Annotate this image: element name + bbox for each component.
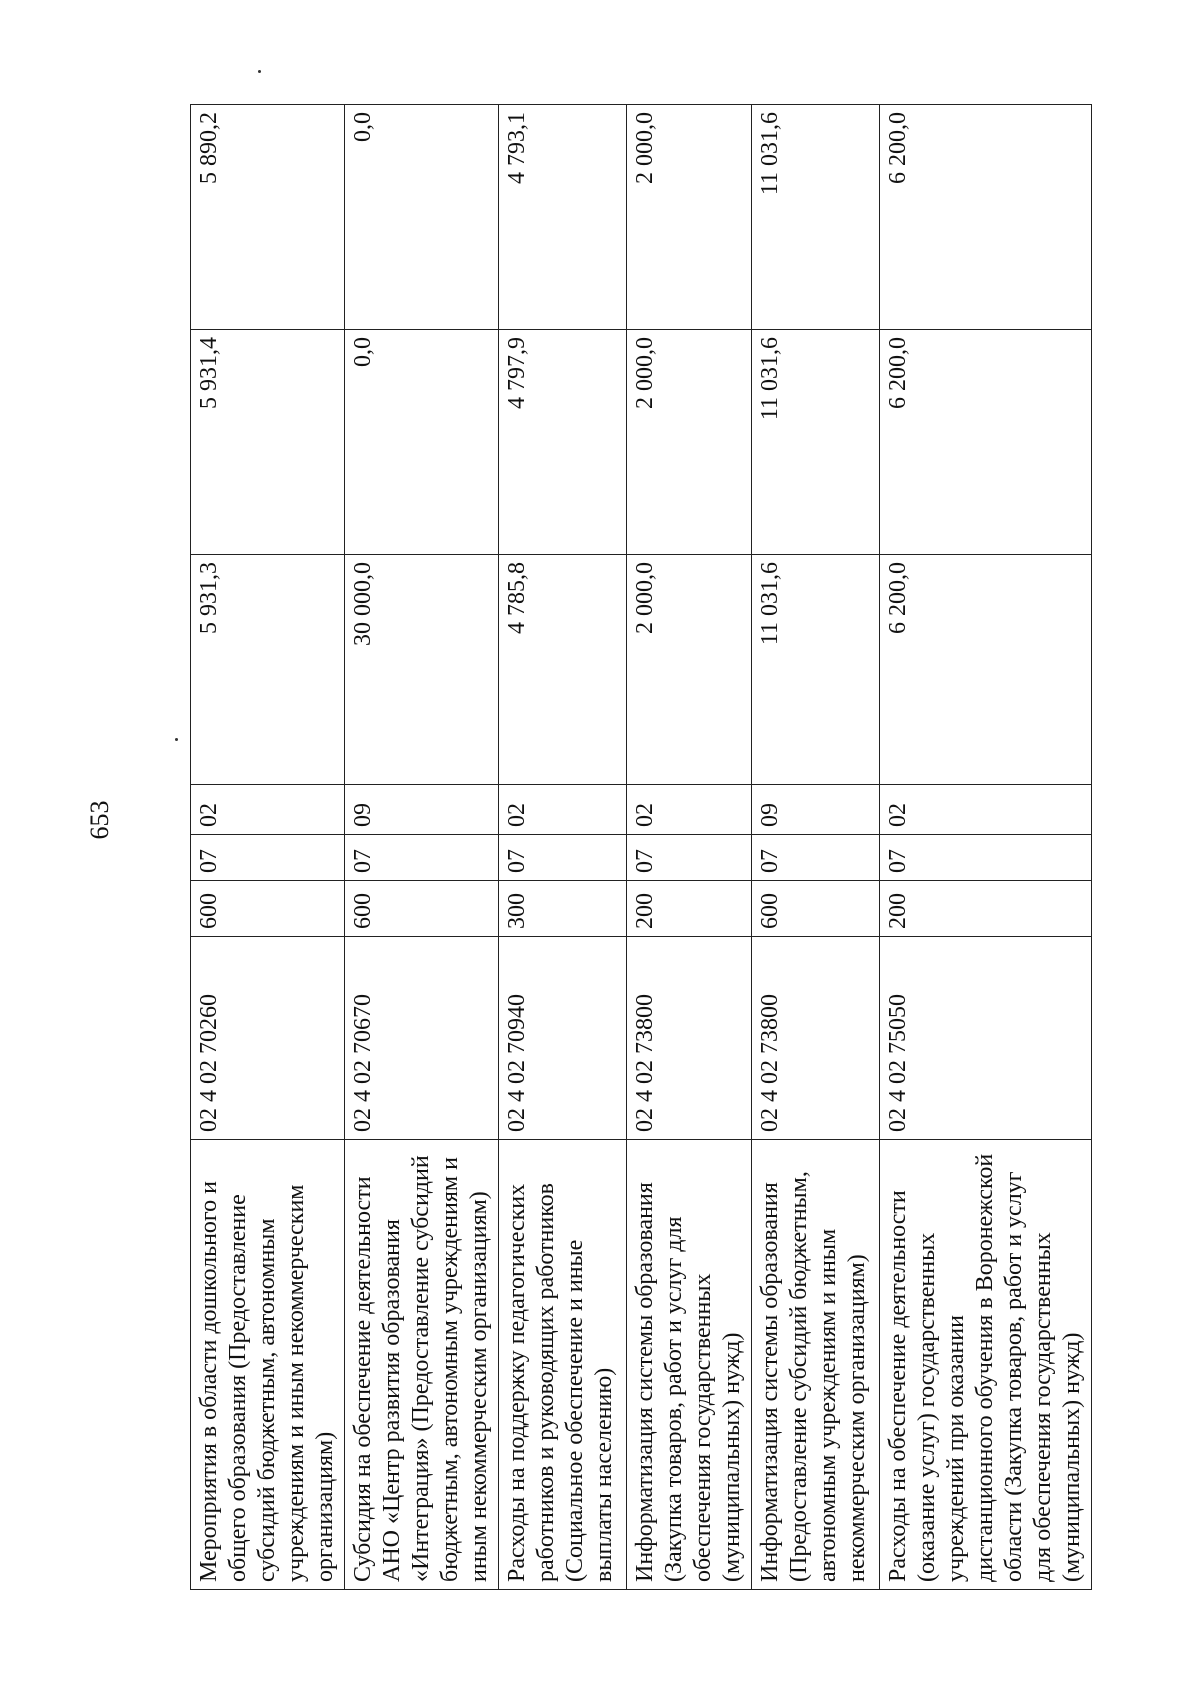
row-subsection: 09: [345, 785, 499, 835]
row-amount-year-3: 0,0: [345, 105, 499, 330]
row-target-code: 02 4 02 75050: [880, 937, 1092, 1140]
row-target-code: 02 4 02 73800: [752, 937, 880, 1140]
row-subsection: 02: [191, 785, 345, 835]
page-number: 653: [85, 800, 114, 840]
row-amount-year-2: 5 931,4: [191, 330, 345, 555]
row-amount-year-2: 6 200,0: [880, 330, 1092, 555]
row-target-code: 02 4 02 70670: [345, 937, 499, 1140]
row-amount-year-2: 11 031,6: [752, 330, 880, 555]
row-subsection: 02: [880, 785, 1092, 835]
row-amount-year-1: 30 000,0: [345, 555, 499, 785]
budget-table-rotated: [190, 105, 1090, 1590]
row-expense-type: 300: [499, 881, 627, 937]
row-description: Расходы на поддержку педагогических работников и руководящих работников (Социальное обеспечение и иные выплаты населению): [499, 1140, 627, 1590]
row-amount-year-2: 0,0: [345, 330, 499, 555]
row-amount-year-3: 2 000,0: [627, 105, 752, 330]
table-row: [191, 105, 345, 1590]
row-amount-year-3: 4 793,1: [499, 105, 627, 330]
table-row: [499, 105, 627, 1590]
row-description: Расходы на обеспечение деятельности (оказание услуг) государственных учреждений при оказании дистанционного обучения в Воронежской области (Закупка товаров, работ и услуг для обеспечения государственных (муниципальных) нужд): [880, 1140, 1092, 1590]
scan-speck: [175, 738, 178, 741]
table-row: [752, 105, 880, 1590]
row-expense-type: 200: [880, 881, 1092, 937]
row-section: 07: [880, 835, 1092, 881]
budget-table: [190, 104, 1092, 1590]
scan-speck: [258, 70, 261, 73]
row-expense-type: 200: [627, 881, 752, 937]
row-description: Информатизация системы образования (Закупка товаров, работ и услуг для обеспечения государственных (муниципальных) нужд): [627, 1140, 752, 1590]
row-description: Мероприятия в области дошкольного и общего образования (Предоставление субсидий бюджетным, автономным учреждениям и иным некоммерческим организациям): [191, 1140, 345, 1590]
row-amount-year-1: 4 785,8: [499, 555, 627, 785]
row-section: 07: [345, 835, 499, 881]
row-amount-year-3: 11 031,6: [752, 105, 880, 330]
row-subsection: 02: [499, 785, 627, 835]
row-target-code: 02 4 02 70940: [499, 937, 627, 1140]
row-section: 07: [627, 835, 752, 881]
row-section: 07: [191, 835, 345, 881]
row-amount-year-1: 2 000,0: [627, 555, 752, 785]
row-description: Информатизация системы образования (Предоставление субсидий бюджетным, автономным учреждениям и иным некоммерческим организациям): [752, 1140, 880, 1590]
row-amount-year-2: 4 797,9: [499, 330, 627, 555]
row-subsection: 09: [752, 785, 880, 835]
row-amount-year-3: 6 200,0: [880, 105, 1092, 330]
row-amount-year-2: 2 000,0: [627, 330, 752, 555]
row-target-code: 02 4 02 70260: [191, 937, 345, 1140]
row-expense-type: 600: [752, 881, 880, 937]
row-subsection: 02: [627, 785, 752, 835]
row-amount-year-1: 5 931,3: [191, 555, 345, 785]
row-section: 07: [752, 835, 880, 881]
table-row: [880, 105, 1092, 1590]
table-row: [345, 105, 499, 1590]
row-amount-year-1: 6 200,0: [880, 555, 1092, 785]
row-amount-year-1: 11 031,6: [752, 555, 880, 785]
row-section: 07: [499, 835, 627, 881]
table-row: [627, 105, 752, 1590]
row-target-code: 02 4 02 73800: [627, 937, 752, 1140]
row-expense-type: 600: [345, 881, 499, 937]
row-expense-type: 600: [191, 881, 345, 937]
row-description: Субсидия на обеспечение деятельности АНО «Центр развития образования «Интеграция» (Предоставление субсидий бюджетным, автономным учреждениям и иным некоммерческим организациям): [345, 1140, 499, 1590]
row-amount-year-3: 5 890,2: [191, 105, 345, 330]
